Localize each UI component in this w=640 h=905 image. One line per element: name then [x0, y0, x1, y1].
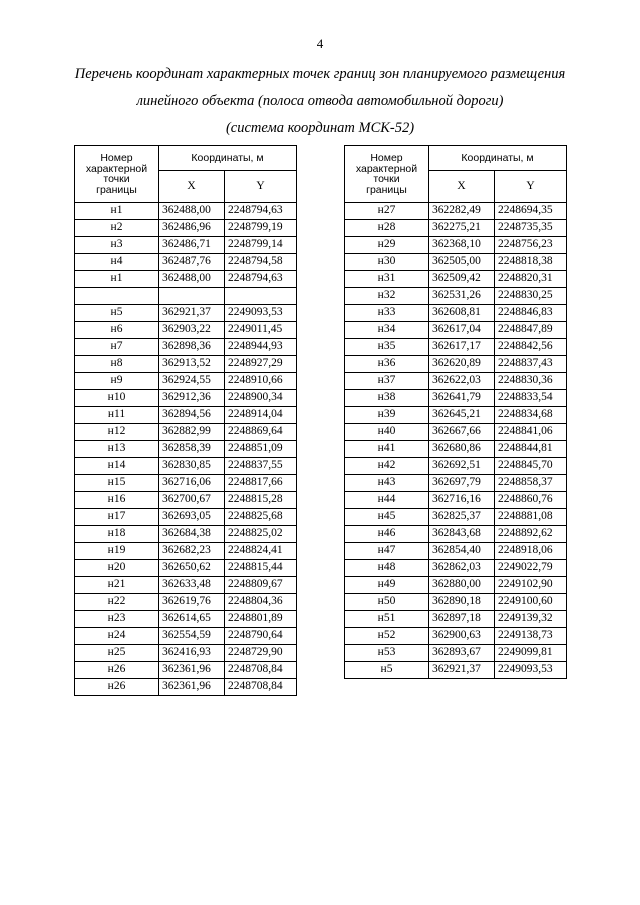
x-coordinate-cell: 362633,48 [159, 577, 225, 594]
x-column-header: X [429, 171, 495, 203]
point-number-cell: н49 [345, 577, 429, 594]
point-number-cell: н42 [345, 458, 429, 475]
y-coordinate-cell: 2248694,35 [495, 203, 567, 220]
x-coordinate-cell: 362554,59 [159, 628, 225, 645]
y-coordinate-cell: 2248914,04 [225, 407, 297, 424]
table-row [75, 458, 297, 475]
table-row [345, 356, 567, 373]
y-coordinate-cell: 2249099,81 [495, 645, 567, 662]
x-coordinate-cell: 362416,93 [159, 645, 225, 662]
table-row [75, 322, 297, 339]
y-coordinate-cell: 2248809,67 [225, 577, 297, 594]
table-row [75, 339, 297, 356]
y-coordinate-cell: 2248842,56 [495, 339, 567, 356]
x-coordinate-cell: 362692,51 [429, 458, 495, 475]
y-coordinate-cell: 2248858,37 [495, 475, 567, 492]
table-row [345, 458, 567, 475]
x-coordinate-cell: 362858,39 [159, 441, 225, 458]
y-coordinate-cell: 2248804,36 [225, 594, 297, 611]
table-row [345, 662, 567, 679]
point-number-cell: н8 [75, 356, 159, 373]
table-row [75, 611, 297, 628]
x-coordinate-cell: 362882,99 [159, 424, 225, 441]
table-row [75, 356, 297, 373]
point-number-cell: н21 [75, 577, 159, 594]
x-coordinate-cell: 362509,42 [429, 271, 495, 288]
x-coordinate-cell: 362282,49 [429, 203, 495, 220]
point-number-cell: н52 [345, 628, 429, 645]
table-row [75, 407, 297, 424]
y-coordinate-cell: 2248851,09 [225, 441, 297, 458]
coordinates-table-left-body [75, 203, 297, 696]
y-coordinate-cell: 2248869,64 [225, 424, 297, 441]
table-row [345, 271, 567, 288]
x-coordinate-cell: 362862,03 [429, 560, 495, 577]
point-number-cell: н1 [75, 271, 159, 288]
y-coordinate-cell: 2248833,54 [495, 390, 567, 407]
point-number-cell: н43 [345, 475, 429, 492]
x-coordinate-cell: 362890,18 [429, 594, 495, 611]
table-row [345, 424, 567, 441]
point-number-cell: н47 [345, 543, 429, 560]
table-row [75, 560, 297, 577]
y-coordinate-cell: 2248815,28 [225, 492, 297, 509]
table-row [345, 611, 567, 628]
x-coordinate-cell: 362830,85 [159, 458, 225, 475]
coordinates-header: Координаты, м [159, 146, 297, 171]
table-row [75, 475, 297, 492]
y-coordinate-cell: 2248918,06 [495, 543, 567, 560]
y-coordinate-cell: 2248910,66 [225, 373, 297, 390]
x-column-header: X [159, 171, 225, 203]
table-row [75, 679, 297, 696]
y-coordinate-cell: 2248830,36 [495, 373, 567, 390]
y-coordinate-cell: 2248900,34 [225, 390, 297, 407]
point-number-cell: н26 [75, 679, 159, 696]
table-row [75, 305, 297, 322]
table-row [75, 526, 297, 543]
point-number-cell: н26 [75, 662, 159, 679]
point-number-cell: н31 [345, 271, 429, 288]
x-coordinate-cell: 362617,17 [429, 339, 495, 356]
y-coordinate-cell: 2248729,90 [225, 645, 297, 662]
point-number-cell: н18 [75, 526, 159, 543]
y-coordinate-cell: 2248708,84 [225, 679, 297, 696]
y-coordinate-cell: 2248844,81 [495, 441, 567, 458]
table-row [345, 305, 567, 322]
x-coordinate-cell: 362716,06 [159, 475, 225, 492]
point-number-cell: н45 [345, 509, 429, 526]
x-coordinate-cell: 362900,63 [429, 628, 495, 645]
coordinates-header: Координаты, м [429, 146, 567, 171]
point-number-cell: н39 [345, 407, 429, 424]
table-row [345, 373, 567, 390]
point-number-cell: н24 [75, 628, 159, 645]
point-number-cell: н46 [345, 526, 429, 543]
point-number-cell: н37 [345, 373, 429, 390]
x-coordinate-cell: 362912,36 [159, 390, 225, 407]
table-row [345, 220, 567, 237]
y-coordinate-cell: 2249102,90 [495, 577, 567, 594]
table-row [75, 577, 297, 594]
point-number-cell: н29 [345, 237, 429, 254]
y-coordinate-cell: 2248825,02 [225, 526, 297, 543]
y-column-header: Y [495, 171, 567, 203]
point-number-cell: н3 [75, 237, 159, 254]
y-coordinate-cell: 2249100,60 [495, 594, 567, 611]
x-coordinate-cell: 362486,71 [159, 237, 225, 254]
table-row [345, 645, 567, 662]
point-number-cell: н27 [345, 203, 429, 220]
table-row [75, 288, 297, 305]
y-coordinate-cell: 2248790,64 [225, 628, 297, 645]
point-number-cell: н14 [75, 458, 159, 475]
y-coordinate-cell [225, 288, 297, 305]
x-coordinate-cell: 362854,40 [429, 543, 495, 560]
point-number-cell: н10 [75, 390, 159, 407]
table-row [75, 509, 297, 526]
x-coordinate-cell: 362667,66 [429, 424, 495, 441]
point-number-cell: н19 [75, 543, 159, 560]
point-number-cell: н9 [75, 373, 159, 390]
point-number-cell: н34 [345, 322, 429, 339]
x-coordinate-cell: 362921,37 [429, 662, 495, 679]
x-coordinate-cell: 362700,67 [159, 492, 225, 509]
y-coordinate-cell: 2249139,32 [495, 611, 567, 628]
y-coordinate-cell: 2248845,70 [495, 458, 567, 475]
y-coordinate-cell: 2249022,79 [495, 560, 567, 577]
y-coordinate-cell: 2249138,73 [495, 628, 567, 645]
table-row [345, 288, 567, 305]
point-number-cell: н5 [75, 305, 159, 322]
y-coordinate-cell: 2248756,23 [495, 237, 567, 254]
x-coordinate-cell: 362488,00 [159, 203, 225, 220]
y-coordinate-cell: 2248830,25 [495, 288, 567, 305]
point-number-cell: н12 [75, 424, 159, 441]
x-coordinate-cell: 362684,38 [159, 526, 225, 543]
point-number-cell: н11 [75, 407, 159, 424]
table-row [345, 577, 567, 594]
y-coordinate-cell: 2248817,66 [225, 475, 297, 492]
table-row [75, 543, 297, 560]
y-coordinate-cell: 2248825,68 [225, 509, 297, 526]
point-number-cell: н28 [345, 220, 429, 237]
x-coordinate-cell: 362880,00 [429, 577, 495, 594]
x-coordinate-cell: 362368,10 [429, 237, 495, 254]
table-row [75, 220, 297, 237]
x-coordinate-cell [159, 288, 225, 305]
x-coordinate-cell: 362614,65 [159, 611, 225, 628]
table-row [345, 203, 567, 220]
x-coordinate-cell: 362682,23 [159, 543, 225, 560]
table-row [345, 628, 567, 645]
x-coordinate-cell: 362716,16 [429, 492, 495, 509]
table-row [345, 237, 567, 254]
y-coordinate-cell: 2248815,44 [225, 560, 297, 577]
y-coordinate-cell: 2248837,55 [225, 458, 297, 475]
y-coordinate-cell: 2248799,19 [225, 220, 297, 237]
x-coordinate-cell: 362275,21 [429, 220, 495, 237]
x-coordinate-cell: 362641,79 [429, 390, 495, 407]
x-coordinate-cell: 362903,22 [159, 322, 225, 339]
point-number-cell: н51 [345, 611, 429, 628]
x-coordinate-cell: 362361,96 [159, 679, 225, 696]
table-row [75, 254, 297, 271]
y-coordinate-cell: 2248944,93 [225, 339, 297, 356]
document-title-line-3: (система координат МСК-52) [225, 120, 415, 136]
coordinates-table-right [344, 145, 567, 679]
y-coordinate-cell: 2248860,76 [495, 492, 567, 509]
x-coordinate-cell: 362608,81 [429, 305, 495, 322]
table-row [75, 492, 297, 509]
y-coordinate-cell: 2248820,31 [495, 271, 567, 288]
y-coordinate-cell: 2248837,43 [495, 356, 567, 373]
point-number-cell: н32 [345, 288, 429, 305]
x-coordinate-cell: 362924,55 [159, 373, 225, 390]
x-coordinate-cell: 362825,37 [429, 509, 495, 526]
table-row [75, 441, 297, 458]
coordinates-table-left [74, 145, 297, 696]
x-coordinate-cell: 362505,00 [429, 254, 495, 271]
y-coordinate-cell: 2248794,58 [225, 254, 297, 271]
y-coordinate-cell: 2249011,45 [225, 322, 297, 339]
x-coordinate-cell: 362620,89 [429, 356, 495, 373]
point-number-cell: н13 [75, 441, 159, 458]
y-coordinate-cell: 2248801,89 [225, 611, 297, 628]
table-row [345, 441, 567, 458]
table-row [75, 662, 297, 679]
y-coordinate-cell: 2248824,41 [225, 543, 297, 560]
point-number-cell: н44 [345, 492, 429, 509]
point-number-cell: н22 [75, 594, 159, 611]
table-row [75, 373, 297, 390]
y-coordinate-cell: 2248892,62 [495, 526, 567, 543]
coordinates-table-right-body [345, 203, 567, 679]
x-coordinate-cell: 362898,36 [159, 339, 225, 356]
y-coordinate-cell: 2248799,14 [225, 237, 297, 254]
table-row [345, 543, 567, 560]
y-coordinate-cell: 2249093,53 [495, 662, 567, 679]
point-number-cell: н41 [345, 441, 429, 458]
x-coordinate-cell: 362893,67 [429, 645, 495, 662]
point-number-cell: н53 [345, 645, 429, 662]
y-coordinate-cell: 2248927,29 [225, 356, 297, 373]
table-row [75, 390, 297, 407]
point-number-cell: н30 [345, 254, 429, 271]
y-coordinate-cell: 2248794,63 [225, 203, 297, 220]
x-coordinate-cell: 362897,18 [429, 611, 495, 628]
y-coordinate-cell: 2249093,53 [225, 305, 297, 322]
x-coordinate-cell: 362488,00 [159, 271, 225, 288]
y-coordinate-cell: 2248834,68 [495, 407, 567, 424]
x-coordinate-cell: 362617,04 [429, 322, 495, 339]
point-number-cell: н6 [75, 322, 159, 339]
document-title-line-1: Перечень координат характерных точек границ зон планируемого размещения [74, 66, 566, 82]
point-number-header: Номер характерной точки границы [75, 146, 159, 203]
point-number-cell: н25 [75, 645, 159, 662]
document-title-line-2: линейного объекта (полоса отвода автомобильной дороги) [136, 93, 504, 109]
point-number-cell: н5 [345, 662, 429, 679]
table-row [75, 271, 297, 288]
point-number-cell: н36 [345, 356, 429, 373]
point-number-cell: н4 [75, 254, 159, 271]
point-number-cell: н2 [75, 220, 159, 237]
x-coordinate-cell: 362619,76 [159, 594, 225, 611]
point-number-header: Номер характерной точки границы [345, 146, 429, 203]
point-number-cell: н1 [75, 203, 159, 220]
table-row [345, 407, 567, 424]
x-coordinate-cell: 362361,96 [159, 662, 225, 679]
x-coordinate-cell: 362650,62 [159, 560, 225, 577]
point-number-cell: н38 [345, 390, 429, 407]
point-number-cell [75, 288, 159, 305]
point-number-cell: н35 [345, 339, 429, 356]
point-number-cell: н16 [75, 492, 159, 509]
y-coordinate-cell: 2248847,89 [495, 322, 567, 339]
table-row [75, 594, 297, 611]
table-row [75, 203, 297, 220]
y-coordinate-cell: 2248841,06 [495, 424, 567, 441]
y-coordinate-cell: 2248846,83 [495, 305, 567, 322]
y-coordinate-cell: 2248818,38 [495, 254, 567, 271]
point-number-cell: н40 [345, 424, 429, 441]
table-row [345, 254, 567, 271]
x-coordinate-cell: 362622,03 [429, 373, 495, 390]
table-row [345, 475, 567, 492]
point-number-cell: н7 [75, 339, 159, 356]
x-coordinate-cell: 362487,76 [159, 254, 225, 271]
table-row [75, 628, 297, 645]
table-row [345, 509, 567, 526]
y-coordinate-cell: 2248708,84 [225, 662, 297, 679]
table-row [75, 424, 297, 441]
page-number: 4 [316, 36, 324, 51]
table-row [75, 237, 297, 254]
table-row [75, 645, 297, 662]
y-coordinate-cell: 2248735,35 [495, 220, 567, 237]
point-number-cell: н50 [345, 594, 429, 611]
point-number-cell: н20 [75, 560, 159, 577]
y-coordinate-cell: 2248794,63 [225, 271, 297, 288]
table-row [345, 526, 567, 543]
point-number-cell: н33 [345, 305, 429, 322]
table-row [345, 560, 567, 577]
table-row [345, 492, 567, 509]
y-coordinate-cell: 2248881,08 [495, 509, 567, 526]
point-number-cell: н23 [75, 611, 159, 628]
table-row [345, 322, 567, 339]
x-coordinate-cell: 362531,26 [429, 288, 495, 305]
table-row [345, 339, 567, 356]
table-row [345, 390, 567, 407]
point-number-cell: н15 [75, 475, 159, 492]
x-coordinate-cell: 362486,96 [159, 220, 225, 237]
x-coordinate-cell: 362680,86 [429, 441, 495, 458]
point-number-cell: н48 [345, 560, 429, 577]
x-coordinate-cell: 362921,37 [159, 305, 225, 322]
x-coordinate-cell: 362697,79 [429, 475, 495, 492]
table-row [345, 594, 567, 611]
point-number-cell: н17 [75, 509, 159, 526]
x-coordinate-cell: 362645,21 [429, 407, 495, 424]
x-coordinate-cell: 362894,56 [159, 407, 225, 424]
x-coordinate-cell: 362693,05 [159, 509, 225, 526]
y-column-header: Y [225, 171, 297, 203]
x-coordinate-cell: 362913,52 [159, 356, 225, 373]
x-coordinate-cell: 362843,68 [429, 526, 495, 543]
